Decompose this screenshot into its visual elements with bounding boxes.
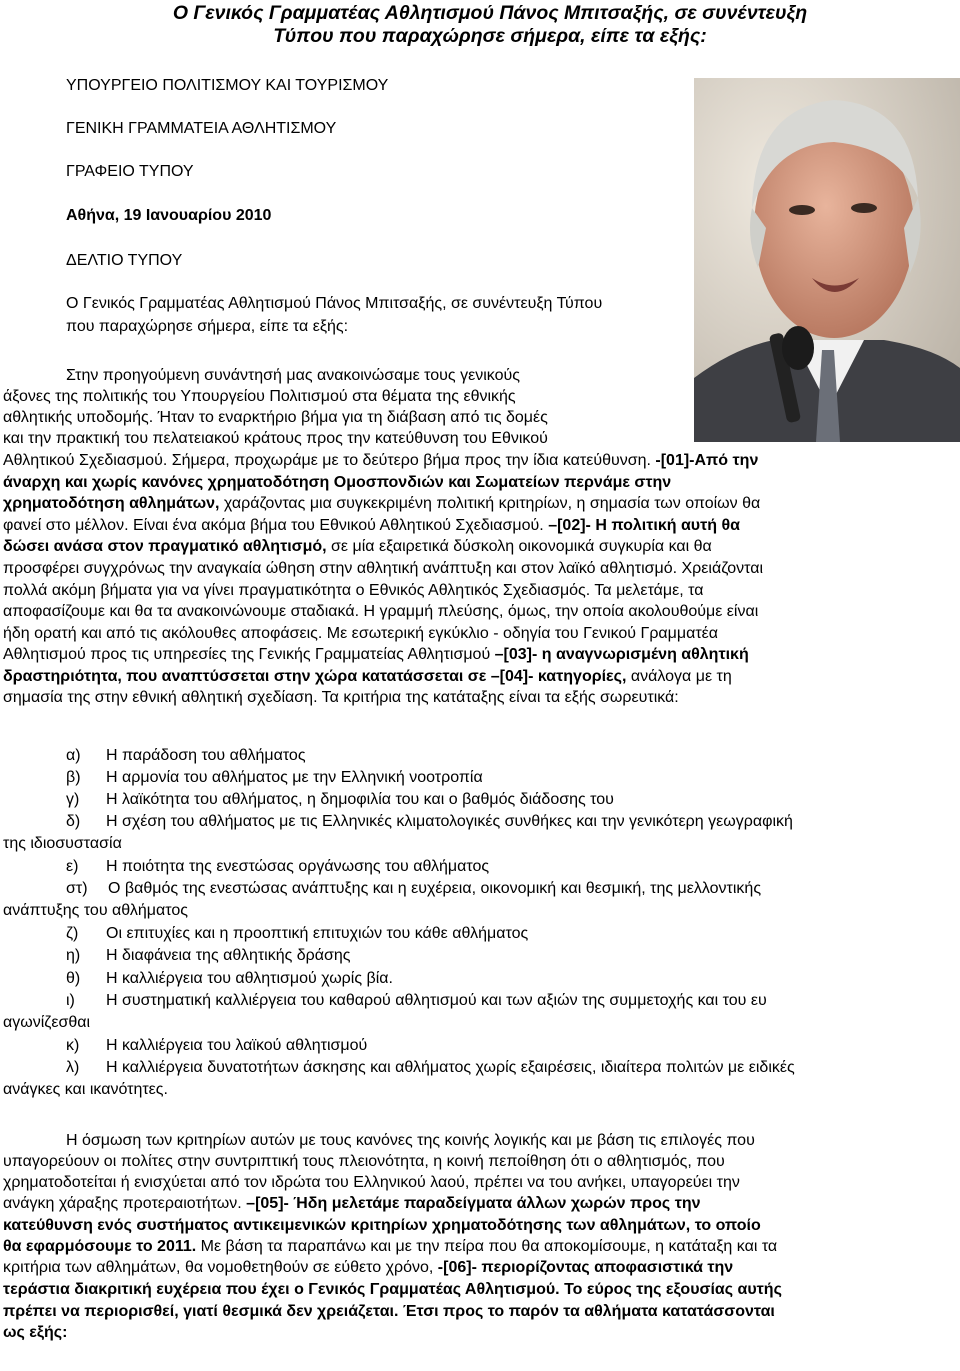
body2-line-7-text: κριτήρια των αθλημάτων, θα νομοθετηθούν σε εύθετο χρόνο, — [3, 1259, 438, 1276]
body1-line-11: πολλά ακόμη βήματα για να γίνει πραγματικότητα ο Εθνικός Αθλητικός Σχεδιασμός. Τα μελετάμε, τα — [3, 582, 704, 599]
criteria-text: Η αρμονία του αθλήματος με την Ελληνική νοοτροπία — [106, 769, 483, 786]
body1-line-1: Στην προηγούμενη συνάντησή μας ανακοινώσαμε τους γενικούς — [66, 367, 520, 384]
body1-line-7 — [3, 493, 958, 514]
intro-line-1: Ο Γενικός Γραμματέας Αθλητισμού Πάνος Μπιτσαξής, σε συνέντευξη Τύπου — [66, 295, 603, 312]
criteria-continuation: αγωνίζεσθαι — [3, 1014, 91, 1031]
body2-line-6 — [3, 1236, 958, 1257]
body1-line-7-text: χαράζοντας μια συγκεκριμένη πολιτική κριτηρίων, η σημασία των οποίων θα — [219, 495, 761, 512]
body1-line-6-bold: άναρχη και χωρίς κανόνες χρηματοδότηση Ομοσπονδιών και Σωματείων περνάμε στην — [3, 474, 672, 491]
body2-line-7-bold: -[06]- περιορίζοντας αποφασιστικά την — [437, 1259, 734, 1276]
body1-line-7-bold: χρηματοδότηση αθλημάτων, — [3, 495, 220, 512]
body2-line-7 — [3, 1257, 958, 1278]
criteria-marker: δ) — [66, 813, 81, 830]
document-date: Αθήνα, 19 Ιανουαρίου 2010 — [66, 207, 272, 224]
body1-line-4: και την πρακτική του πελατειακού κράτους προς την κατεύθυνση του Εθνικού — [3, 430, 548, 447]
body2-line-10 — [3, 1322, 958, 1343]
body1-line-9-bold: δώσει ανάσα στον πραγματικό αθλητισμό, — [3, 538, 327, 555]
body2-line-5-bold: κατεύθυνση ενός συστήματος αντικειμενικών κριτηρίων χρηματοδότησης των αθλημάτων, το οποίο — [3, 1217, 761, 1234]
body2-line-6-bold: θα εφαρμόσουμε το 2011. — [3, 1238, 197, 1255]
criteria-marker: λ) — [66, 1059, 80, 1076]
criteria-marker: ε) — [66, 858, 79, 875]
body1-line-5-bold: -[01]-Από την — [655, 452, 759, 469]
body2-line-3: χρηματοδοτείται ή ενισχύεται από τον ιδρώτα του Ελληνικού λαού, πρέπει να του ανήκει, υπαγορεύει την — [3, 1174, 740, 1191]
body1-line-15 — [3, 666, 958, 687]
document-title — [60, 2, 920, 48]
criteria-text: Η καλλιέργεια δυνατοτήτων άσκησης και αθλήματος χωρίς εξαιρέσεις, ιδιαίτερα πολιτών με ειδικές — [106, 1059, 795, 1076]
body1-line-8 — [3, 515, 958, 536]
criteria-marker: β) — [66, 769, 81, 786]
body1-line-5-text: Αθλητικού Σχεδιασμού. Σήμερα, προχωράμε με το δεύτερο βήμα προς την ίδια κατεύθυνση. — [3, 452, 656, 469]
body2-line-2: υπαγορεύουν οι πολίτες στην συντριπτική τους πλειονότητα, η κοινή πεποίθηση ότι ο αθλητισμός, που — [3, 1153, 725, 1170]
body1-line-8-text: φανεί στο μέλλον. Είναι ένα ακόμα βήμα του Εθνικού Αθλητικού Σχεδιασμού. — [3, 517, 549, 534]
body1-line-9 — [3, 536, 958, 557]
criteria-text: Η σχέση του αθλήματος με τις Ελληνικές κλιματολογικές συνθήκες και την γενικότερη γεωγραφική — [106, 813, 793, 830]
criteria-text: Η συστηματική καλλιέργεια του καθαρού αθλητισμού και των αξιών της συμμετοχής και του ευ — [106, 992, 767, 1009]
body2-line-9 — [3, 1301, 958, 1322]
body2-line-4 — [3, 1193, 958, 1214]
body2-line-8-bold: τεράστια διακριτική ευχέρεια που έχει ο Γενικός Γραμματέας Αθλητισμού. Το εύρος της εξουσίας αυτής — [3, 1281, 782, 1298]
intro-line-2: που παραχώρησε σήμερα, είπε τα εξής: — [66, 318, 349, 335]
criteria-text: Η λαϊκότητα του αθλήματος, η δημοφιλία του και ο βαθμός διάδοσης του — [106, 791, 614, 808]
body2-line-8 — [3, 1279, 958, 1300]
body1-line-6 — [3, 472, 958, 493]
criteria-continuation: ανάγκες και ικανότητες. — [3, 1081, 168, 1098]
criteria-text: Η καλλιέργεια του λαϊκού αθλητισμού — [106, 1037, 368, 1054]
body2-line-9-bold: πρέπει να περιορισθεί, γιατί θεσμικά δεν χρειάζεται. Έτσι προς το παρόν τα αθλήματα κατατάσσονται — [3, 1303, 775, 1320]
portrait-photo — [694, 78, 960, 442]
title-line-1: Ο Γενικός Γραμματέας Αθλητισμού Πάνος Μπιτσαξής, σε συνέντευξη — [172, 2, 808, 24]
body1-line-14-bold: –[03]- η αναγνωρισμένη αθλητική — [494, 646, 749, 663]
criteria-text: Η ποιότητα της ενεστώσας οργάνωσης του αθλήματος — [106, 858, 490, 875]
office-heading: ΓΡΑΦΕΙΟ ΤΥΠΟΥ — [66, 163, 194, 180]
criteria-text: Οι επιτυχίες και η προοπτική επιτυχιών του κάθε αθλήματος — [106, 925, 529, 942]
body2-line-4-bold: –[05]- Ήδη μελετάμε παραδείγματα άλλων χωρών προς την — [246, 1195, 701, 1212]
criteria-marker: ζ) — [66, 925, 79, 942]
ministry-heading: ΥΠΟΥΡΓΕΙΟ ΠΟΛΙΤΙΣΜΟΥ ΚΑΙ ΤΟΥΡΙΣΜΟΥ — [66, 77, 389, 94]
body2-line-5 — [3, 1215, 958, 1236]
document-type: ΔΕΛΤΙΟ ΤΥΠΟΥ — [66, 252, 183, 269]
criteria-text: Η διαφάνεια της αθλητικής δράσης — [106, 947, 351, 964]
criteria-continuation: ανάπτυξης του αθλήματος — [3, 902, 188, 919]
criteria-marker: η) — [66, 947, 81, 964]
body1-line-14-text: Αθλητισμού προς τις υπηρεσίες της Γενικής Γραμματείας Αθλητισμού — [3, 646, 495, 663]
criteria-text: Ο βαθμός της ενεστώσας ανάπτυξης και η ευχέρεια, οικονομική και θεσμική, της μελλοντικής — [108, 880, 762, 897]
criteria-marker: στ) — [66, 880, 88, 897]
body1-line-14 — [3, 644, 958, 665]
body2-line-4-text: ανάγκη χάραξης προτεραιοτήτων. — [3, 1195, 247, 1212]
body1-line-13: ήδη ορατή και από τις ακόλουθες αποφάσεις. Με εσωτερική εγκύκλιο - οδηγία του Γενικού Γραμματέα — [3, 625, 719, 642]
body2-line-1: Η όσμωση των κριτηρίων αυτών με τους κανόνες της κοινής λογικής και με βάση τις επιλογές που — [66, 1132, 755, 1149]
body2-line-10-bold: ως εξής: — [3, 1324, 68, 1341]
criteria-continuation: της ιδιοσυστασία — [3, 835, 122, 852]
criteria-marker: α) — [66, 747, 81, 764]
body1-line-10: προσφέρει συγχρόνως την αναγκαία ώθηση στην αθλητική ανάπτυξη και στον λαϊκό αθλητισμό. Χρειάζονται — [3, 560, 763, 577]
body1-line-8-bold: –[02]- Η πολιτική αυτή θα — [548, 517, 740, 534]
criteria-marker: ι) — [66, 992, 75, 1009]
body1-line-5 — [3, 450, 958, 471]
criteria-text: Η καλλιέργεια του αθλητισμού χωρίς βία. — [106, 970, 393, 987]
body1-line-3: αθλητικής υποδομής. Ήταν το εναρκτήριο βήμα για τη διάβαση από τις δομές — [3, 409, 548, 426]
body1-line-16: σημασία της στην εθνική αθλητική σχεδίαση. Τα κριτήρια της κατάταξης είναι τα εξής σωρευτικά: — [3, 689, 679, 706]
body1-line-2: άξονες της πολιτικής του Υπουργείου Πολιτισμού στα θέματα της εθνικής — [3, 388, 516, 405]
secretariat-heading: ΓΕΝΙΚΗ ΓΡΑΜΜΑΤΕΙΑ ΑΘΛΗΤΙΣΜΟΥ — [66, 120, 337, 137]
body1-line-9-text: σε μία εξαιρετικά δύσκολη οικονομικά συγκυρία και θα — [326, 538, 712, 555]
criteria-marker: γ) — [66, 791, 80, 808]
body1-line-15-text: ανάλογα με τη — [626, 668, 732, 685]
criteria-marker: θ) — [66, 970, 81, 987]
criteria-marker: κ) — [66, 1037, 80, 1054]
criteria-text: Η παράδοση του αθλήματος — [106, 747, 306, 764]
body1-line-12: αποφασίζουμε και θα τα ανακοινώνουμε σταδιακά. Η γραμμή πλεύσης, όμως, την οποία ακολουθούμε είναι — [3, 603, 759, 620]
portrait-illustration — [694, 78, 960, 442]
body1-line-15-bold: δραστηριότητα, που αναπτύσσεται στην χώρα κατατάσσεται σε –[04]- κατηγορίες, — [3, 668, 627, 685]
body2-line-6-text: Με βάση τα παραπάνω και με την πείρα που θα αποκομίσουμε, η κατάταξη και τα — [196, 1238, 778, 1255]
title-line-2: Τύπου που παραχώρησε σήμερα, είπε τα εξής: — [273, 25, 707, 47]
